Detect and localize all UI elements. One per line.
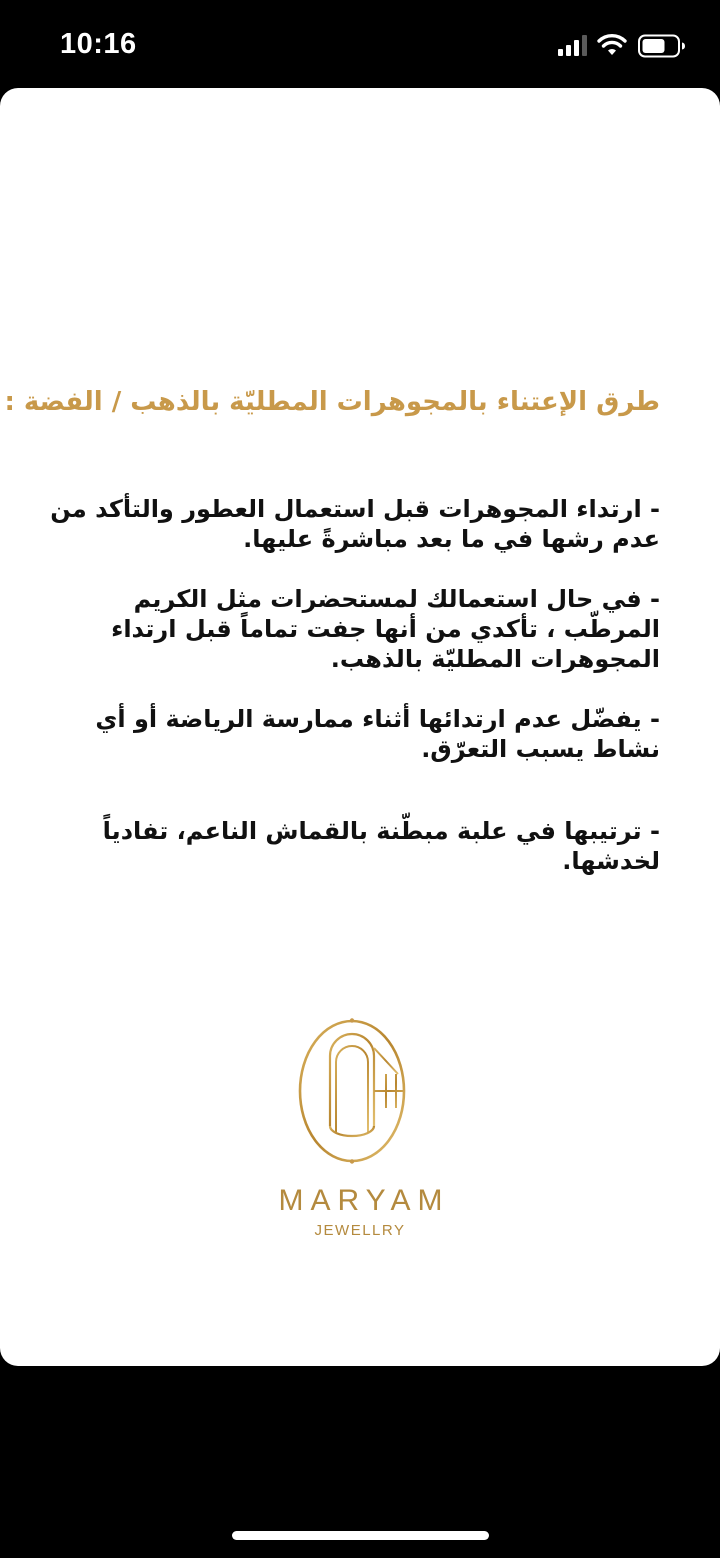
- cellular-signal-icon: [558, 34, 588, 56]
- care-tip-item: - يفضّل عدم ارتدائها أثناء ممارسة الرياضة أو أي نشاط يسبب التعرّق.: [95, 705, 660, 763]
- wifi-icon: [596, 33, 628, 57]
- care-tips-title: طرق الإعتناء بالمجوهرات المطليّة بالذهب / الفضة :: [4, 387, 660, 417]
- status-time: 10:16: [60, 28, 137, 60]
- brand-subtitle: JEWELLRY: [314, 1222, 406, 1239]
- care-tip-item: - ارتداء المجوهرات قبل استعمال العطور والتأكد من عدم رشها في ما بعد مباشرةً عليها.: [50, 495, 660, 553]
- battery-icon: [638, 34, 686, 58]
- story-card[interactable]: [0, 88, 720, 1366]
- home-indicator[interactable]: [232, 1531, 489, 1540]
- brand-logo-block: [0, 1016, 720, 1246]
- care-tip-item: - في حال استعمالك لمستحضرات مثل الكريم المرطّب ، تأكدي من أنها جفت تماماً قبل ارتداء المجوهرات المطليّة بالذهب.: [111, 585, 660, 673]
- maryam-monogram-logo: [290, 1016, 420, 1166]
- status-bar: [0, 0, 720, 88]
- brand-name: MARYAM: [278, 1184, 450, 1217]
- care-tips-list: [40, 494, 660, 876]
- care-tip-item: - ترتيبها في علبة مبطّنة بالقماش الناعم، تفادياً لخدشها.: [102, 817, 660, 875]
